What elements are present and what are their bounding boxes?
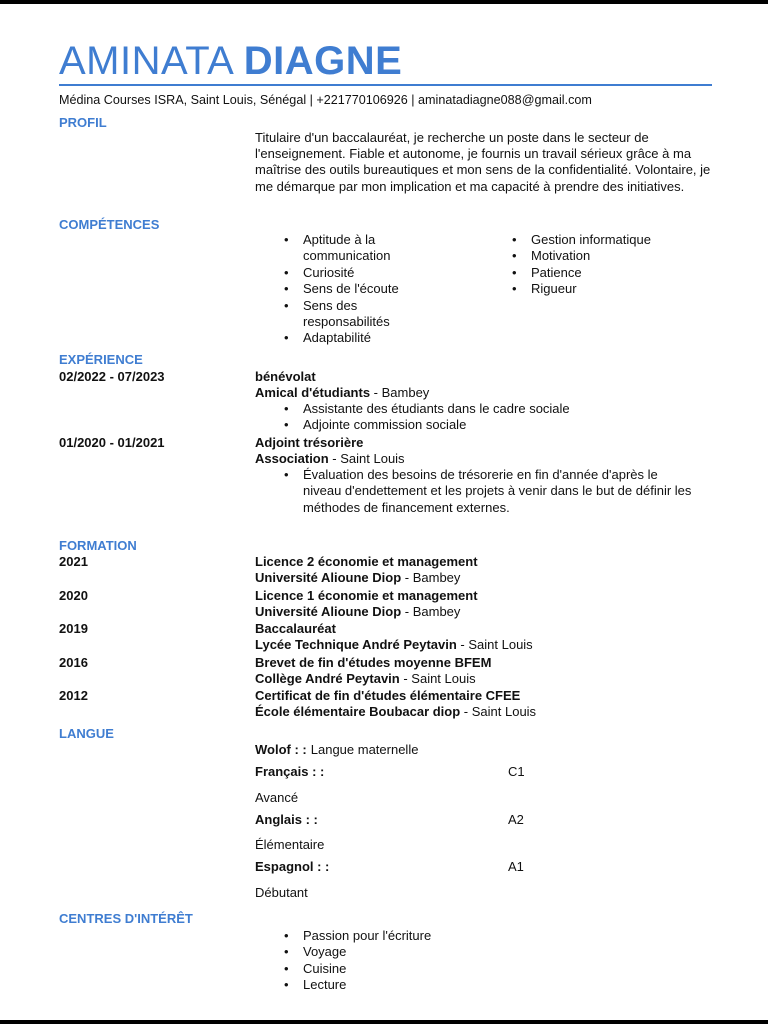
- skill-item: • Patience: [507, 265, 717, 281]
- experience-bullet: • Évaluation des besoins de trésorerie en fin d'année d'après le niveau d'endettement et les projets à venir dans le but de définir les méthodes de financement externes.: [279, 467, 699, 516]
- interest-item: • Lecture: [279, 977, 539, 993]
- skill-item: • Sens de l'écoute: [279, 281, 439, 297]
- education-year: 2012: [59, 688, 88, 703]
- language-name: Anglais : :: [255, 812, 318, 827]
- education-degree: Licence 1 économie et management: [255, 588, 478, 603]
- experience-bullets: [279, 467, 699, 516]
- experience-organization: [255, 451, 405, 467]
- education-year: 2020: [59, 588, 88, 603]
- profile-text: Titulaire d'un baccalauréat, je recherche un poste dans le secteur de l'enseignement. Fiable et autonome, je fournis un travail sérieux grâce à ma maîtrise des outils bureautiques et mon sens de la confidentialité. Volontaire, je me démarque par mon implication et ma capacité à prendre des initiatives.: [255, 130, 711, 194]
- language-row: [255, 742, 418, 758]
- education-year: 2016: [59, 655, 88, 670]
- experience-dates: 01/2020 - 01/2021: [59, 435, 165, 450]
- section-title-languages: LANGUE: [59, 726, 114, 741]
- organization-name: Amical d'étudiants: [255, 385, 371, 400]
- education-school: [255, 704, 536, 720]
- school-name: Université Alioune Diop: [255, 570, 402, 585]
- organization-location: - Bambey: [370, 385, 430, 400]
- first-name: AMINATA: [59, 39, 233, 83]
- section-title-education: FORMATION: [59, 538, 137, 553]
- education-degree: Licence 2 économie et management: [255, 554, 478, 569]
- skills-list-left: [279, 232, 439, 347]
- school-location: - Saint Louis: [460, 704, 537, 719]
- school-name: Lycée Technique André Peytavin: [255, 637, 457, 652]
- education-school: [255, 637, 533, 653]
- language-level: A2: [508, 812, 524, 827]
- language-level: A1: [508, 859, 524, 874]
- education-degree: Brevet de fin d'études moyenne BFEM: [255, 655, 492, 670]
- school-location: - Saint Louis: [456, 637, 533, 652]
- language-name: Wolof : :: [255, 742, 307, 757]
- language-description: Élémentaire: [255, 837, 325, 852]
- school-location: - Bambey: [401, 570, 461, 585]
- header-divider: [59, 84, 712, 86]
- interests-list: [279, 928, 539, 994]
- experience-organization: [255, 385, 429, 401]
- school-name: École élémentaire Boubacar diop: [255, 704, 461, 719]
- language-name: Espagnol : :: [255, 859, 330, 874]
- organization-name: Association: [255, 451, 329, 466]
- experience-role: Adjoint trésorière: [255, 435, 364, 450]
- skills-list-right: [507, 232, 717, 298]
- section-title-interests: CENTRES D'INTÉRÊT: [59, 911, 193, 926]
- section-title-experience: EXPÉRIENCE: [59, 352, 143, 367]
- skill-item: • Motivation: [507, 248, 717, 264]
- skill-item: • Rigueur: [507, 281, 717, 297]
- language-level: C1: [508, 764, 525, 779]
- section-title-skills: COMPÉTENCES: [59, 217, 160, 232]
- interest-item: • Voyage: [279, 944, 539, 960]
- candidate-name: [59, 38, 402, 84]
- interest-item: • Passion pour l'écriture: [279, 928, 539, 944]
- interest-item: • Cuisine: [279, 961, 539, 977]
- experience-role: bénévolat: [255, 369, 316, 384]
- contact-line: Médina Courses ISRA, Saint Louis, Sénégal | +221770106926 | aminatadiagne088@gmail.com: [59, 93, 592, 107]
- school-location: - Saint Louis: [399, 671, 476, 686]
- top-border: [0, 0, 768, 4]
- education-year: 2019: [59, 621, 88, 636]
- language-description: Débutant: [255, 885, 308, 900]
- skill-item: • Aptitude à la communication: [279, 232, 439, 265]
- language-description: Langue maternelle: [310, 742, 419, 757]
- education-school: [255, 570, 460, 586]
- last-name: DIAGNE: [243, 39, 403, 83]
- experience-bullet: • Assistante des étudiants dans le cadre sociale: [279, 401, 719, 417]
- skill-item: • Adaptabilité: [279, 330, 439, 346]
- language-name: Français : :: [255, 764, 325, 779]
- education-school: [255, 671, 476, 687]
- education-degree: Baccalauréat: [255, 621, 336, 636]
- experience-dates: 02/2022 - 07/2023: [59, 369, 165, 384]
- experience-bullet: • Adjointe commission sociale: [279, 417, 719, 433]
- experience-bullets: [279, 401, 719, 434]
- skill-item: • Sens des responsabilités: [279, 298, 439, 331]
- language-description: Avancé: [255, 790, 299, 805]
- organization-location: - Saint Louis: [328, 451, 405, 466]
- school-name: Collège André Peytavin: [255, 671, 400, 686]
- education-school: [255, 604, 460, 620]
- school-location: - Bambey: [401, 604, 461, 619]
- skill-item: • Gestion informatique: [507, 232, 717, 248]
- school-name: Université Alioune Diop: [255, 604, 402, 619]
- bottom-border: [0, 1020, 768, 1024]
- skill-item: • Curiosité: [279, 265, 439, 281]
- education-year: 2021: [59, 554, 88, 569]
- education-degree: Certificat de fin d'études élémentaire CFEE: [255, 688, 521, 703]
- section-title-profile: PROFIL: [59, 115, 107, 130]
